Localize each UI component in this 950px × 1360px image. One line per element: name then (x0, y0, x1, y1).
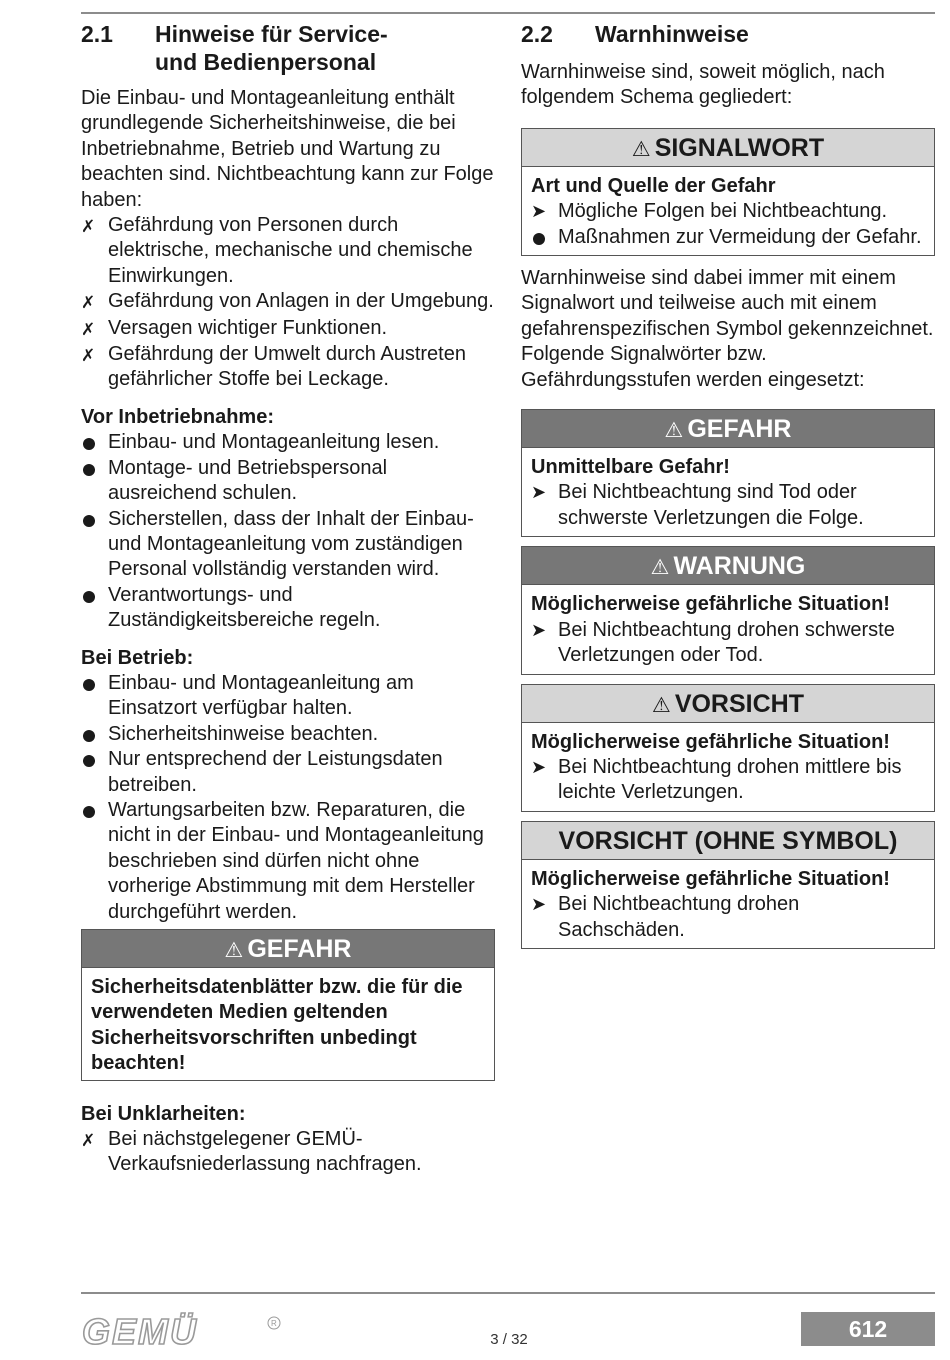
list-item: ✗ Gefährdung von Anlagen in der Umgebung. (81, 289, 495, 315)
dot-bullet-icon (81, 798, 108, 925)
section-title: Warnhinweise (595, 21, 749, 47)
right-column (521, 20, 935, 949)
warning-triangle-icon: ⚠ (650, 556, 670, 580)
cross-bullet-icon: ✗ (81, 319, 96, 339)
section-title: Hinweise für Service- und Bedienpersonal (155, 21, 388, 75)
list-item: Nur entsprechend der Leistungsdaten betreiben. (81, 747, 495, 798)
logo-text: GEMÜ (82, 1312, 198, 1352)
warning-triangle-icon: ⚠ (664, 419, 684, 443)
top-rule (81, 12, 935, 14)
list-item: ➤ Bei Nichtbeachtung drohen schwerste Verletzungen oder Tod. (531, 618, 925, 669)
section-heading-2-1 (81, 20, 495, 76)
cross-bullet-icon: ✗ (81, 1131, 96, 1151)
cross-bullet-icon: ✗ (81, 293, 96, 313)
before-operation-heading: Vor Inbetriebnahme: (81, 405, 274, 428)
unclear-heading: Bei Unklarheiten: (81, 1102, 246, 1125)
svg-text:R: R (271, 1319, 277, 1328)
dot-bullet-icon (81, 583, 108, 634)
cross-bullet-icon: ✗ (81, 346, 96, 366)
arrow-bullet-icon: ➤ (531, 201, 547, 222)
intro-paragraph: Warnhinweise sind, soweit möglich, nach folgendem Schema gegliedert: (521, 61, 885, 109)
before-operation-list (81, 430, 495, 633)
dot-bullet-icon (81, 456, 108, 507)
dot-bullet-icon (81, 722, 108, 747)
arrow-bullet-icon: ➤ (531, 482, 547, 503)
list-item: Wartungsarbeiten bzw. Reparaturen, die nicht in der Einbau- und Montageanleitung beschrieben sind dürfen nicht ohne vorherige Abstimmung mit dem Hersteller durchgeführt werden. (81, 798, 495, 925)
list-item: ✗ Gefährdung der Umwelt durch Austreten gefährlicher Stoffe bei Leckage. (81, 342, 495, 393)
list-item: ✗ Gefährdung von Personen durch elektrische, mechanische und chemische Einwirkungen. (81, 213, 495, 289)
operation-heading: Bei Betrieb: (81, 646, 194, 669)
gemu-logo (82, 1312, 282, 1352)
list-item: Sicherheitshinweise beachten. (81, 722, 495, 747)
footer-rule (81, 1292, 935, 1294)
operation-list (81, 671, 495, 925)
dot-bullet-icon (81, 671, 108, 722)
level-box-header: VORSICHT (OHNE SYMBOL) (522, 822, 934, 860)
arrow-bullet-icon: ➤ (531, 756, 547, 777)
consequence-list (81, 213, 495, 393)
list-item: Verantwortungs- und Zuständigkeitsbereiche regeln. (81, 583, 495, 634)
list-item: ➤ Bei Nichtbeachtung drohen mittlere bis leichte Verletzungen. (531, 755, 925, 806)
danger-box-header: ⚠ GEFAHR (82, 930, 494, 968)
level-box-vorsicht (521, 684, 935, 812)
signal-word-paragraph: Warnhinweise sind dabei immer mit einem Signalwort und teilweise auch mit einem gefahrenspezifischen Symbol gekennzeichnet. (521, 267, 934, 340)
section-number: 2.1 (81, 21, 113, 47)
cross-bullet-icon: ✗ (81, 217, 96, 237)
level-box-body: Möglicherweise gefährliche Situation! ➤ Bei Nichtbeachtung drohen mittlere bis leichte Verletzungen. (522, 723, 934, 811)
section-number: 2.2 (521, 21, 553, 47)
level-box-warnung (521, 546, 935, 674)
list-item: ➤ Bei Nichtbeachtung sind Tod oder schwerste Verletzungen die Folge. (531, 480, 925, 531)
list-item: ✗ Bei nächstgelegener GEMÜ-Verkaufsniederlassung nachfragen. (81, 1127, 495, 1178)
dot-bullet-icon (81, 747, 108, 798)
left-column (81, 20, 495, 1178)
intro-paragraph: Die Einbau- und Montageanleitung enthält grundlegende Sicherheitshinweise, die bei Inbetriebnahme, Betrieb und Wartung zu beachten sind. Nichtbeachtung kann zur Folge haben: (81, 87, 494, 211)
arrow-bullet-icon: ➤ (531, 619, 547, 640)
danger-notice-box (81, 929, 495, 1081)
dot-bullet-icon (531, 225, 558, 250)
signal-word-paragraph-2: Folgende Signalwörter bzw. Gefährdungsstufen werden eingesetzt: (521, 343, 865, 391)
schema-box-header: ⚠ SIGNALWORT (522, 129, 934, 167)
section-heading-2-2 (521, 20, 935, 48)
dot-bullet-icon (81, 507, 108, 583)
warning-triangle-icon: ⚠ (651, 693, 671, 717)
level-box-body: Unmittelbare Gefahr! ➤ Bei Nichtbeachtung sind Tod oder schwerste Verletzungen die Folge. (522, 448, 934, 536)
list-item: Einbau- und Montageanleitung lesen. (81, 430, 495, 455)
product-number-badge: 612 (801, 1312, 935, 1346)
page-number: 3 / 32 (490, 1331, 528, 1348)
unclear-list (81, 1127, 495, 1178)
warning-triangle-icon: ⚠ (631, 137, 651, 161)
schema-box (521, 128, 935, 256)
dot-bullet-icon (81, 430, 108, 455)
list-item: Einbau- und Montageanleitung am Einsatzort verfügbar halten. (81, 671, 495, 722)
list-item: ➤ Mögliche Folgen bei Nichtbeachtung. (531, 199, 925, 224)
danger-box-body: Sicherheitsdatenblätter bzw. die für die verwendeten Medien geltenden Sicherheitsvorschriften unbedingt beachten! (91, 976, 463, 1075)
list-item: ✗ Versagen wichtiger Funktionen. (81, 316, 495, 342)
list-item: ➤ Bei Nichtbeachtung drohen Sachschäden. (531, 892, 925, 943)
schema-box-body: Art und Quelle der Gefahr ➤ Mögliche Folgen bei Nichtbeachtung. Maßnahmen zur Vermeidung der Gefahr. (522, 167, 934, 255)
level-box-body: Möglicherweise gefährliche Situation! ➤ Bei Nichtbeachtung drohen Sachschäden. (522, 860, 934, 948)
level-box-header: ⚠ VORSICHT (522, 685, 934, 723)
list-item: Montage- und Betriebspersonal ausreichend schulen. (81, 456, 495, 507)
level-box-body: Möglicherweise gefährliche Situation! ➤ Bei Nichtbeachtung drohen schwerste Verletzungen oder Tod. (522, 585, 934, 673)
arrow-bullet-icon: ➤ (531, 894, 547, 915)
level-box-header: ⚠ GEFAHR (522, 410, 934, 448)
list-item: Sicherstellen, dass der Inhalt der Einbau- und Montageanleitung vom zuständigen Personal vollständig verstanden wird. (81, 507, 495, 583)
level-box-gefahr (521, 409, 935, 537)
warning-triangle-icon: ⚠ (224, 939, 244, 962)
list-item: Maßnahmen zur Vermeidung der Gefahr. (531, 225, 925, 250)
level-box-header: ⚠ WARNUNG (522, 547, 934, 585)
level-box-vorsicht-ohne-symbol (521, 821, 935, 949)
